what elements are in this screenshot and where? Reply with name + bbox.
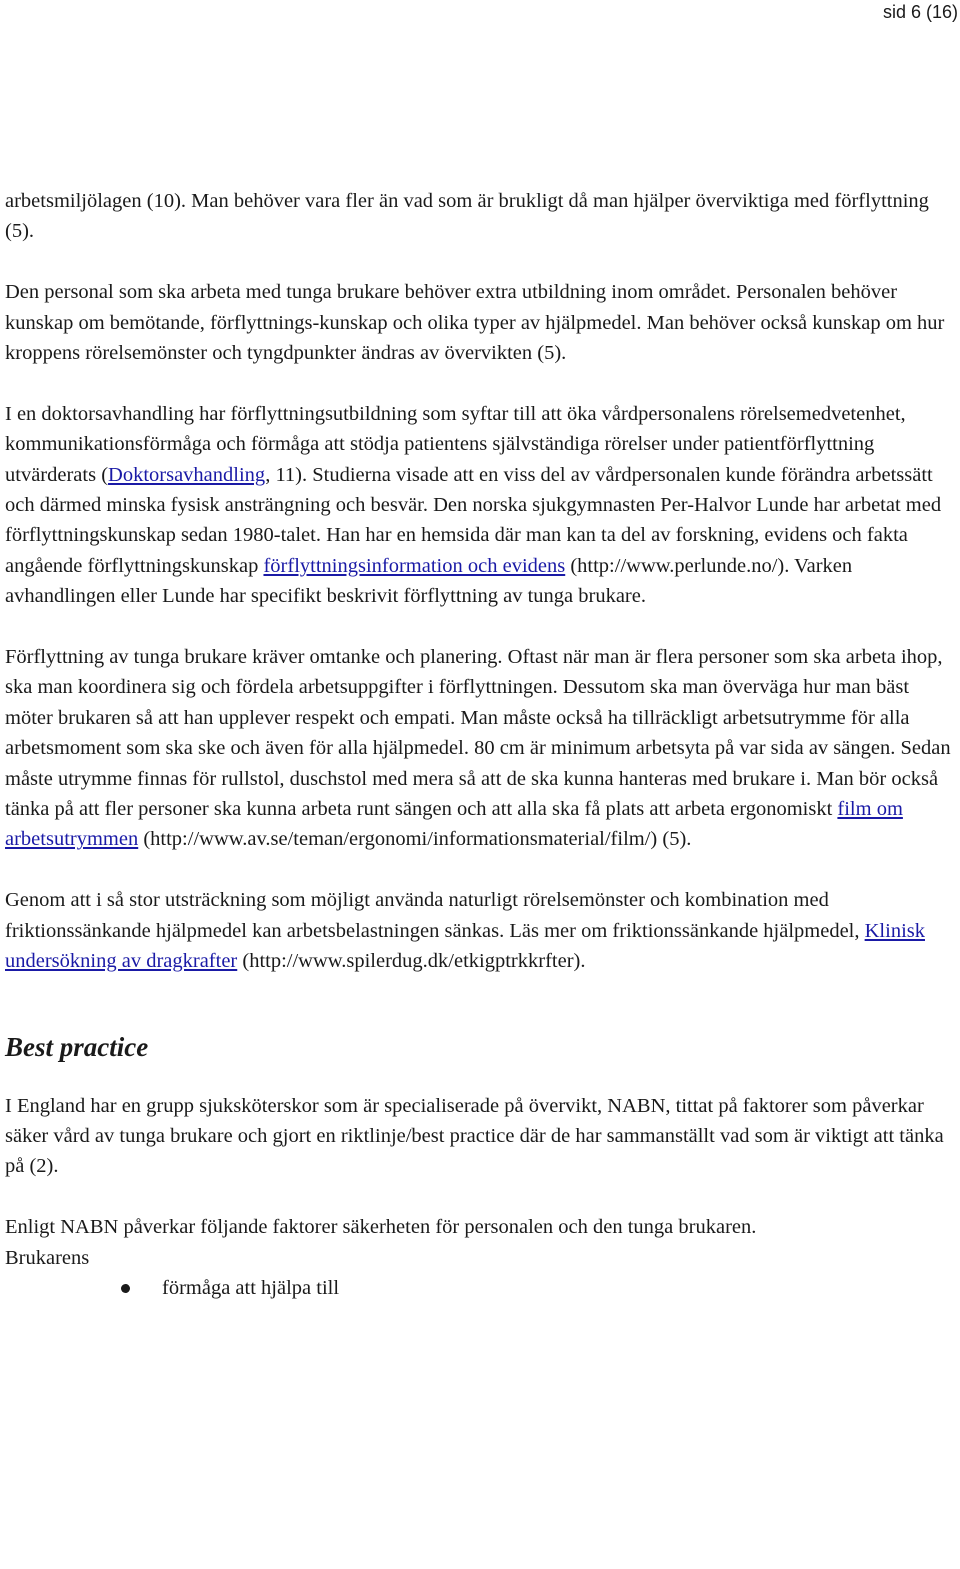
- paragraph-5: [5, 885, 955, 976]
- paragraph-2: Den personal som ska arbeta med tunga brukare behöver extra utbildning inom området. Personalen behöver kunskap om bemötande, förflyttnings-kunskap och olika typer av hjälpmedel. Man behöver också kunskap om hur kroppens rörelsemönster och tyngdpunkter ändras av övervikten (5).: [5, 281, 945, 365]
- paragraph-3: [5, 399, 955, 612]
- paragraph-4-text-a: Förflyttning av tunga brukare kräver omtanke och planering. Oftast när man är flera personer som ska arbeta ihop, ska man koordinera sig och fördela arbetsuppgifter i förflyttningen. Dessutom ska man överväga hur man bäst möter brukaren så att han upplever respekt och empati. Man måste också ha tillräckligt arbetsutrymme för alla arbetsmoment som ska ske och även för alla hjälpmedel. 80 cm är minimum arbetsyta på var sida av sängen. Sedan måste utrymme finnas för rullstol, duschstol med mera så att de ska kunna hanteras med brukare i. Man bör också tänka på att fler personer ska kunna arbeta runt sängen och att alla ska få plats att arbeta ergonomiskt: [5, 646, 951, 821]
- paragraph-3-text-b: , 11). Studierna visade att en viss del av vårdpersonalen kunde förändra arbetssätt och därmed minska fysisk ansträngning och besvär. Den norska sjukgymnasten Per-Halvor Lunde har arbetat med förflyttningskunskap sedan 1980-talet. Han har en hemsida där man kan ta del av forskning, evidens och fakta angående förflyttningskunskap: [5, 463, 942, 577]
- bullet-icon: [121, 1284, 130, 1293]
- paragraph-7: Enligt NABN påverkar följande faktorer säkerheten för personalen och den tunga brukaren.: [5, 1216, 757, 1239]
- klinisk-undersokning-link[interactable]: Klinisk undersökning av dragkrafter: [5, 919, 925, 973]
- paragraph-4-text-b: (http://www.av.se/teman/ergonomi/informationsmaterial/film/) (5).: [138, 828, 692, 851]
- paragraph-5-text-a: Genom att i så stor utsträckning som möjligt använda naturligt rörelsemönster och kombination med friktionssänkande hjälpmedel kan arbetsbelastningen sänkas. Läs mer om friktionssänkande hjälpmedel,: [5, 889, 865, 942]
- paragraph-3-text-a: I en doktorsavhandling har förflyttningsutbildning som syftar till att öka vårdpersonalens rörelsemedvetenhet, kommunikationsförmåga och förmåga att stödja patientens självständiga rörelser under patientförflyttning utvärderats (: [5, 402, 906, 486]
- list-item-text: förmåga att hjälpa till: [162, 1276, 340, 1299]
- film-arbetsutrymmen-link[interactable]: film om arbetsutrymmen: [5, 798, 903, 851]
- paragraph-3-text-c: (http://www.perlunde.no/). Varken avhandlingen eller Lunde har specifikt beskrivit förflyttning av tunga brukare.: [5, 554, 853, 608]
- paragraph-6: I England har en grupp sjuksköterskor som är specialiserade på övervikt, NABN, tittat på faktorer som påverkar säker vård av tunga brukare och gjort en riktlinje/best practice där de har sammanställt vad som är viktigt att tänka på (2).: [5, 1094, 944, 1178]
- paragraph-4: [5, 642, 955, 855]
- doktorsavhandling-link[interactable]: Doktorsavhandling: [108, 463, 266, 486]
- paragraph-5-text-b: (http://www.spilerdug.dk/etkigptrkkrfter).: [237, 950, 586, 973]
- page-number: sid 6 (16): [882, 2, 958, 22]
- list-label: Brukarens: [5, 1246, 90, 1269]
- list-item: [5, 1273, 955, 1303]
- bullet-list: [5, 1273, 955, 1303]
- document-body: [5, 186, 955, 1303]
- forflyttningsinformation-link[interactable]: förflyttningsinformation och evidens: [263, 554, 566, 577]
- paragraph-1: arbetsmiljölagen (10). Man behöver vara fler än vad som är brukligt då man hjälper överviktiga med förflyttning (5).: [5, 190, 929, 243]
- section-heading: Best practice: [5, 1031, 149, 1062]
